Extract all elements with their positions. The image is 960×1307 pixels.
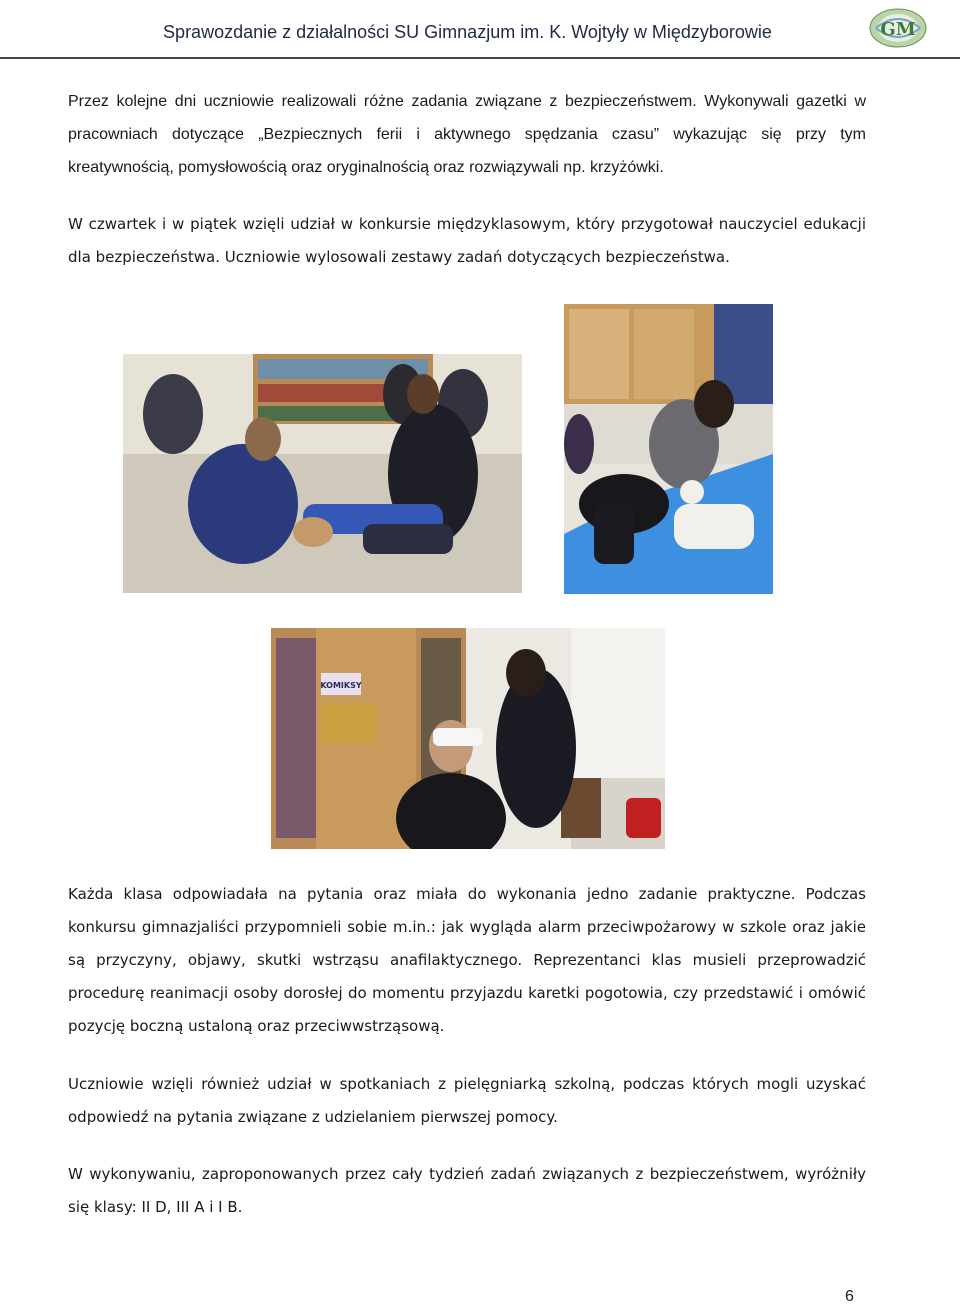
photo-cpr-mannequin bbox=[564, 304, 773, 594]
page-number: 6 bbox=[845, 1288, 854, 1305]
photo-sign-komiksy: KOMIKSY bbox=[320, 681, 362, 690]
paragraph-3: Każda klasa odpowiadała na pytania oraz miała do wykonania jedno zadanie praktyczne. Podczas konkursu gimnazjaliści przypomnieli sobie m.in.: jak wygląda alarm przeciwpożarowy w szkole oraz jakie są przyczyny, objawy, skutki wstrząsu anafilaktycznego. Reprezentanci klas musieli przeprowadzić procedurę reanimacji osoby dorosłej do momentu przyjazdu karetki pogotowia, czy przedstawić i omówić pozycję boczną ustaloną oraz przeciwwstrząsową. bbox=[68, 885, 866, 1035]
paragraph-4: Uczniowie wzięli również udział w spotkaniach z pielęgniarką szkolną, podczas których mogli uzyskać odpowiedź na pytania związane z udzielaniem pierwszej pomocy. bbox=[68, 1075, 866, 1126]
paragraph-5: W wykonywaniu, zaproponowanych przez cały tydzień zadań związanych z bezpieczeństwem, wyróżniły się klasy: II D, III A i I B. bbox=[68, 1165, 866, 1216]
paragraph-2: W czwartek i w piątek wzięli udział w konkursie międzyklasowym, który przygotował nauczyciel edukacji dla bezpieczeństwa. Uczniowie wylosowali zestawy zadań dotyczących bezpieczeństwa. bbox=[68, 215, 866, 266]
logo-letters: GM bbox=[880, 19, 916, 40]
header-title: Sprawozdanie z działalności SU Gimnazjum im. K. Wojtyły w Międzyborowie bbox=[163, 22, 772, 42]
page-header bbox=[0, 0, 960, 60]
photo-head-bandage bbox=[271, 628, 665, 849]
paragraph-1: Przez kolejne dni uczniowie realizowali różne zadania związane z bezpieczeństwem. Wykonywali gazetki w pracowniach dotyczące „Bezpiecznych ferii i aktywnego spędzania czasu” wykazując się przy tym kreatywnością, pomysłowością oraz oryginalnością oraz rozwiązywali np. krzyżówki. bbox=[68, 93, 866, 176]
header-rule bbox=[0, 57, 960, 59]
school-logo-icon bbox=[866, 6, 930, 50]
photo-first-aid-floor bbox=[123, 354, 522, 593]
